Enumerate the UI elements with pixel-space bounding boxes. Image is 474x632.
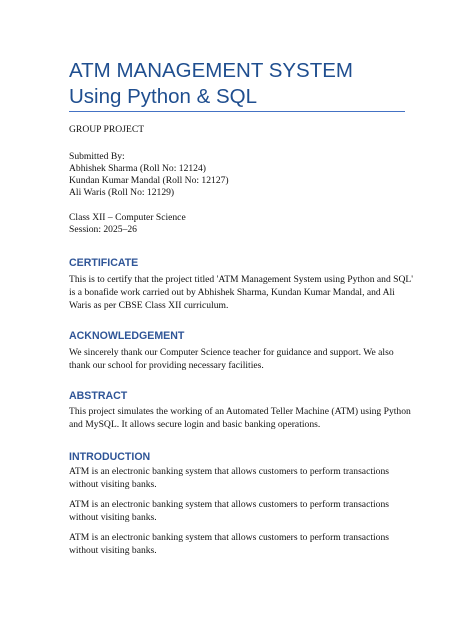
introduction-heading: INTRODUCTION <box>69 451 151 463</box>
introduction-paragraph-2: ATM is an electronic banking system that allows customers to perform transactions without visiting banks. <box>69 499 389 523</box>
member-2: Kundan Kumar Mandal (Roll No: 12127) <box>69 175 229 186</box>
class-label: Class XII – Computer Science <box>69 212 186 223</box>
certificate-heading: CERTIFICATE <box>69 257 139 269</box>
introduction-paragraph-3: ATM is an electronic banking system that allows customers to perform transactions without visiting banks. <box>69 532 389 556</box>
group-project-label: GROUP PROJECT <box>69 124 145 135</box>
member-1: Abhishek Sharma (Roll No: 12124) <box>69 163 206 174</box>
member-3: Ali Waris (Roll No: 12129) <box>69 187 175 198</box>
title-underline <box>69 111 405 112</box>
abstract-heading: ABSTRACT <box>69 390 128 402</box>
acknowledgement-heading: ACKNOWLEDGEMENT <box>69 330 185 342</box>
document-title <box>69 58 409 110</box>
acknowledgement-text: We sincerely thank our Computer Science teacher for guidance and support. We also thank our school for providing necessary facilities. <box>69 347 394 371</box>
title-line-2: Using Python & SQL <box>69 85 258 108</box>
introduction-paragraph-1: ATM is an electronic banking system that allows customers to perform transactions without visiting banks. <box>69 466 389 490</box>
abstract-text: This project simulates the working of an Automated Teller Machine (ATM) using Python and MySQL. It allows secure login and basic banking operations. <box>69 406 411 430</box>
title-line-1: ATM MANAGEMENT SYSTEM <box>69 59 353 82</box>
submitted-by-label: Submitted By: <box>69 151 125 162</box>
certificate-text: This is to certify that the project titled 'ATM Management System using Python and SQL' is a bonafide work carried out by Abhishek Sharma, Kundan Kumar Mandal, and Ali Waris as per CBSE Class XII curriculum. <box>69 274 413 311</box>
session-label: Session: 2025–26 <box>69 224 137 235</box>
